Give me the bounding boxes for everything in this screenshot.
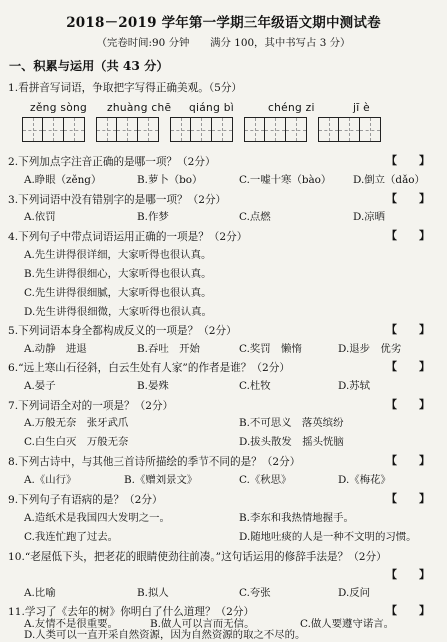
answer-bracket-5[interactable]: 【 】: [386, 323, 430, 336]
option-4d: D.先生讲得很细微，大家听得也很认真。: [24, 306, 212, 318]
option-5b: B.吞吐 开始: [137, 343, 200, 355]
option-3b: B.作梦: [137, 211, 169, 223]
option-2a: A.睁眼（zěng）: [24, 174, 102, 186]
option-11d: D.人类可以一直开采自然资源，因为自然资源的取之不尽的。: [24, 629, 306, 641]
option-8d: D.《梅花》: [338, 474, 391, 486]
option-10b: B.拟人: [137, 587, 169, 599]
option-6b: B.晏殊: [137, 380, 169, 392]
option-10d: D.反问: [338, 587, 371, 599]
option-5c: C.奖罚 懒惰: [239, 343, 302, 355]
option-6a: A.晏子: [24, 380, 56, 392]
question-5: 5.下列词语本身全都构成反义的一项是？（2分）: [8, 325, 237, 337]
option-8b: B.《赠刘景文》: [124, 474, 198, 486]
option-11b: B.做人可以言而无信。: [150, 618, 255, 630]
option-2d: D.倒立（dǎo）: [353, 174, 425, 186]
option-4c: C.先生讲得很细腻，大家听得也很认真。: [24, 287, 212, 299]
pinyin-3: qiáng bì: [189, 102, 235, 114]
option-5a: A.动静 进退: [24, 343, 87, 355]
question-1: 1.看拼音写词语，争取把字写得正确美观。（5分）: [8, 82, 243, 94]
pinyin-5: jī è: [353, 102, 370, 114]
option-2c: C.一嘘十寒（bào）: [239, 174, 332, 186]
question-2: 2.下列加点字注音正确的是哪一项？（2分）: [8, 156, 216, 168]
question-8: 8.下列古诗中，与其他三首诗所描绘的季节不同的是？（2分）: [8, 456, 301, 468]
option-3c: C.点燃: [239, 211, 271, 223]
option-7c: C.白生白灭 万般无奈: [24, 436, 129, 448]
answer-bracket-6[interactable]: 【 】: [386, 360, 430, 373]
answer-bracket-4[interactable]: 【 】: [386, 229, 430, 242]
answer-bracket-3[interactable]: 【 】: [386, 192, 430, 205]
option-10c: C.夸张: [239, 587, 271, 599]
question-9: 9.下列句子有语病的是？（2分）: [8, 494, 163, 506]
question-7: 7.下列词语全对的一项是？（2分）: [8, 400, 174, 412]
option-6c: C.杜牧: [239, 380, 271, 392]
question-6: 6.“远上寒山石径斜，白云生处有人家”的作者是谁？（2分）: [8, 362, 290, 374]
option-11a: A.友情不是很重要。: [24, 618, 118, 630]
option-9c: C.我连忙跑了过去。: [24, 531, 119, 543]
answer-box-4[interactable]: [244, 117, 307, 142]
option-9b: B.李东和我热情地握手。: [239, 512, 354, 524]
question-4: 4.下列句子中带点词语运用正确的一项是？（2分）: [8, 231, 248, 243]
option-3d: D.凉晒: [353, 211, 386, 223]
option-7a: A.万般无奈 张牙武爪: [24, 417, 129, 429]
answer-bracket-10[interactable]: 【 】: [386, 568, 430, 581]
option-7d: D.拔头散发 摇头恍脑: [239, 436, 344, 448]
answer-box-2[interactable]: [96, 117, 159, 142]
option-10a: A.比喻: [24, 587, 56, 599]
pinyin-2: zhuàng chē: [107, 102, 172, 114]
page-title: 2018－2019 学年第一学期三年级语文期中测试卷: [66, 15, 381, 31]
pinyin-1: zěng sòng: [30, 102, 88, 114]
question-3: 3.下列词语中没有错别字的是哪一项？（2分）: [8, 194, 227, 206]
option-4a: A.先生讲得很详细，大家听得也很认真。: [24, 249, 212, 261]
answer-bracket-8[interactable]: 【 】: [386, 454, 430, 467]
answer-bracket-7[interactable]: 【 】: [386, 398, 430, 411]
option-8a: A.《山行》: [24, 474, 77, 486]
question-10: 10.“老屋低下头，把老花的眼睛使劲往前凑。”这句话运用的修辞手法是？（2分）: [8, 551, 387, 563]
option-6d: D.苏轼: [338, 380, 371, 392]
option-7b: B.不可思义 落英缤纷: [239, 417, 344, 429]
answer-bracket-11[interactable]: 【 】: [386, 604, 430, 617]
answer-box-5[interactable]: [318, 117, 381, 142]
question-11: 11.学习了《去年的树》你明白了什么道理？（2分）: [8, 606, 255, 618]
pinyin-4: chéng zi: [268, 102, 315, 114]
option-8c: C.《秋思》: [239, 474, 292, 486]
answer-box-1[interactable]: [22, 117, 85, 142]
option-9a: A.造纸术是我国四大发明之一。: [24, 512, 170, 524]
answer-box-3[interactable]: [170, 117, 233, 142]
section-heading: 一、积累与运用（共 43 分）: [9, 59, 169, 73]
option-2b: B.萝卜（bo）: [137, 174, 203, 186]
option-4b: B.先生讲得很细心，大家听得也很认真。: [24, 268, 212, 280]
answer-bracket-9[interactable]: 【 】: [386, 492, 430, 505]
option-9d: D.随地吐痰的人是一种不文明的习惯。: [239, 531, 417, 543]
option-11c: C.做人要遵守诺言。: [300, 618, 395, 630]
answer-bracket-2[interactable]: 【 】: [386, 154, 430, 167]
writing-grid: [22, 117, 392, 142]
exam-info: （完卷时间:90 分钟 满分 100，其中书写占 3 分）: [96, 37, 351, 49]
option-5d: D.退步 优劣: [338, 343, 402, 355]
option-3a: A.依罚: [24, 211, 56, 223]
